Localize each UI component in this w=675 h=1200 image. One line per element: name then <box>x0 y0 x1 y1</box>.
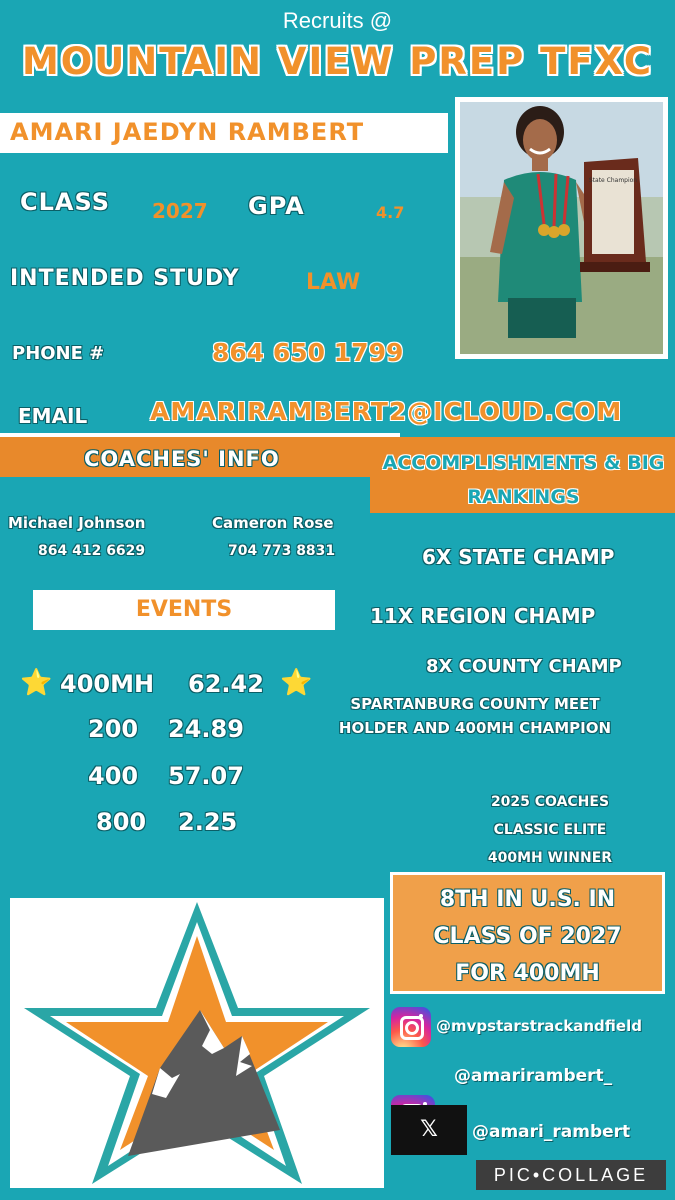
header-subtitle: Recruits @ <box>282 8 393 33</box>
events-heading: EVENTS <box>135 597 233 622</box>
event-name: 400 <box>88 762 139 790</box>
gpa-value: 4.7 <box>376 203 405 222</box>
trophy-label: State Champion <box>588 177 638 184</box>
x-icon[interactable] <box>391 1105 467 1155</box>
instagram-icon[interactable] <box>391 1007 431 1047</box>
class-value: 2027 <box>152 199 208 223</box>
accomplishment-item: 8X COUNTY CHAMP <box>426 656 622 677</box>
phone-label: PHONE # <box>12 343 105 364</box>
accomplishment-item: 6X STATE CHAMP <box>422 545 615 569</box>
coach-phone: 704 773 8831 <box>228 543 336 559</box>
national-ranking-text: 8TH IN U.S. IN CLASS OF 2027 FOR 400MH <box>433 887 622 986</box>
athlete-photo-icon <box>460 102 663 354</box>
event-name: 200 <box>88 715 139 743</box>
event-name: 800 <box>96 808 147 836</box>
event-name: 400MH <box>60 670 155 698</box>
email-value: AMARIRAMBERT2@ICLOUD.COM <box>150 397 623 426</box>
team-logo <box>10 898 384 1188</box>
event-time: 2.25 <box>178 808 238 836</box>
social-handle[interactable]: @amari_rambert <box>472 1122 631 1142</box>
accomplishment-item: SPARTANBURG COUNTY MEET HOLDER AND 400MH CHAMPION <box>338 695 612 737</box>
study-value: LAW <box>306 270 361 295</box>
accomplishments-heading: ACCOMPLISHMENTS & BIG RANKINGS <box>382 452 665 508</box>
coaches-heading: COACHES' INFO <box>84 447 280 471</box>
coach-phone: 864 412 6629 <box>38 543 146 559</box>
email-label: EMAIL <box>18 404 88 428</box>
page-title: MOUNTAIN VIEW PREP TFXC <box>21 40 654 83</box>
x-glyph: 𝕏 <box>420 1117 438 1142</box>
accomplishment-item: 2025 COACHES CLASSIC ELITE 400MH WINNER <box>487 794 613 866</box>
star-mountain-logo-icon <box>10 898 384 1188</box>
gpa-label: GPA <box>248 192 305 220</box>
social-handle[interactable]: @mvpstarstrackandfield <box>436 1017 642 1035</box>
athlete-name: AMARI JAEDYN RAMBERT <box>10 118 365 146</box>
event-time: 24.89 <box>168 715 244 743</box>
coach-name: Cameron Rose <box>212 514 334 532</box>
class-label: CLASS <box>20 188 110 216</box>
phone-value: 864 650 1799 <box>212 338 404 367</box>
coach-name: Michael Johnson <box>8 514 146 532</box>
star-icon: ⭐ <box>20 668 53 698</box>
athlete-photo <box>455 97 668 359</box>
star-icon: ⭐ <box>280 668 313 698</box>
national-ranking-box <box>390 872 665 994</box>
accomplishment-item: 11X REGION CHAMP <box>370 604 596 628</box>
event-time: 57.07 <box>168 762 244 790</box>
social-handle[interactable]: @amarirambert_ <box>454 1066 613 1086</box>
event-time: 62.42 <box>188 670 264 698</box>
study-label: INTENDED STUDY <box>10 266 240 291</box>
watermark: PIC•COLLAGE <box>476 1160 666 1190</box>
